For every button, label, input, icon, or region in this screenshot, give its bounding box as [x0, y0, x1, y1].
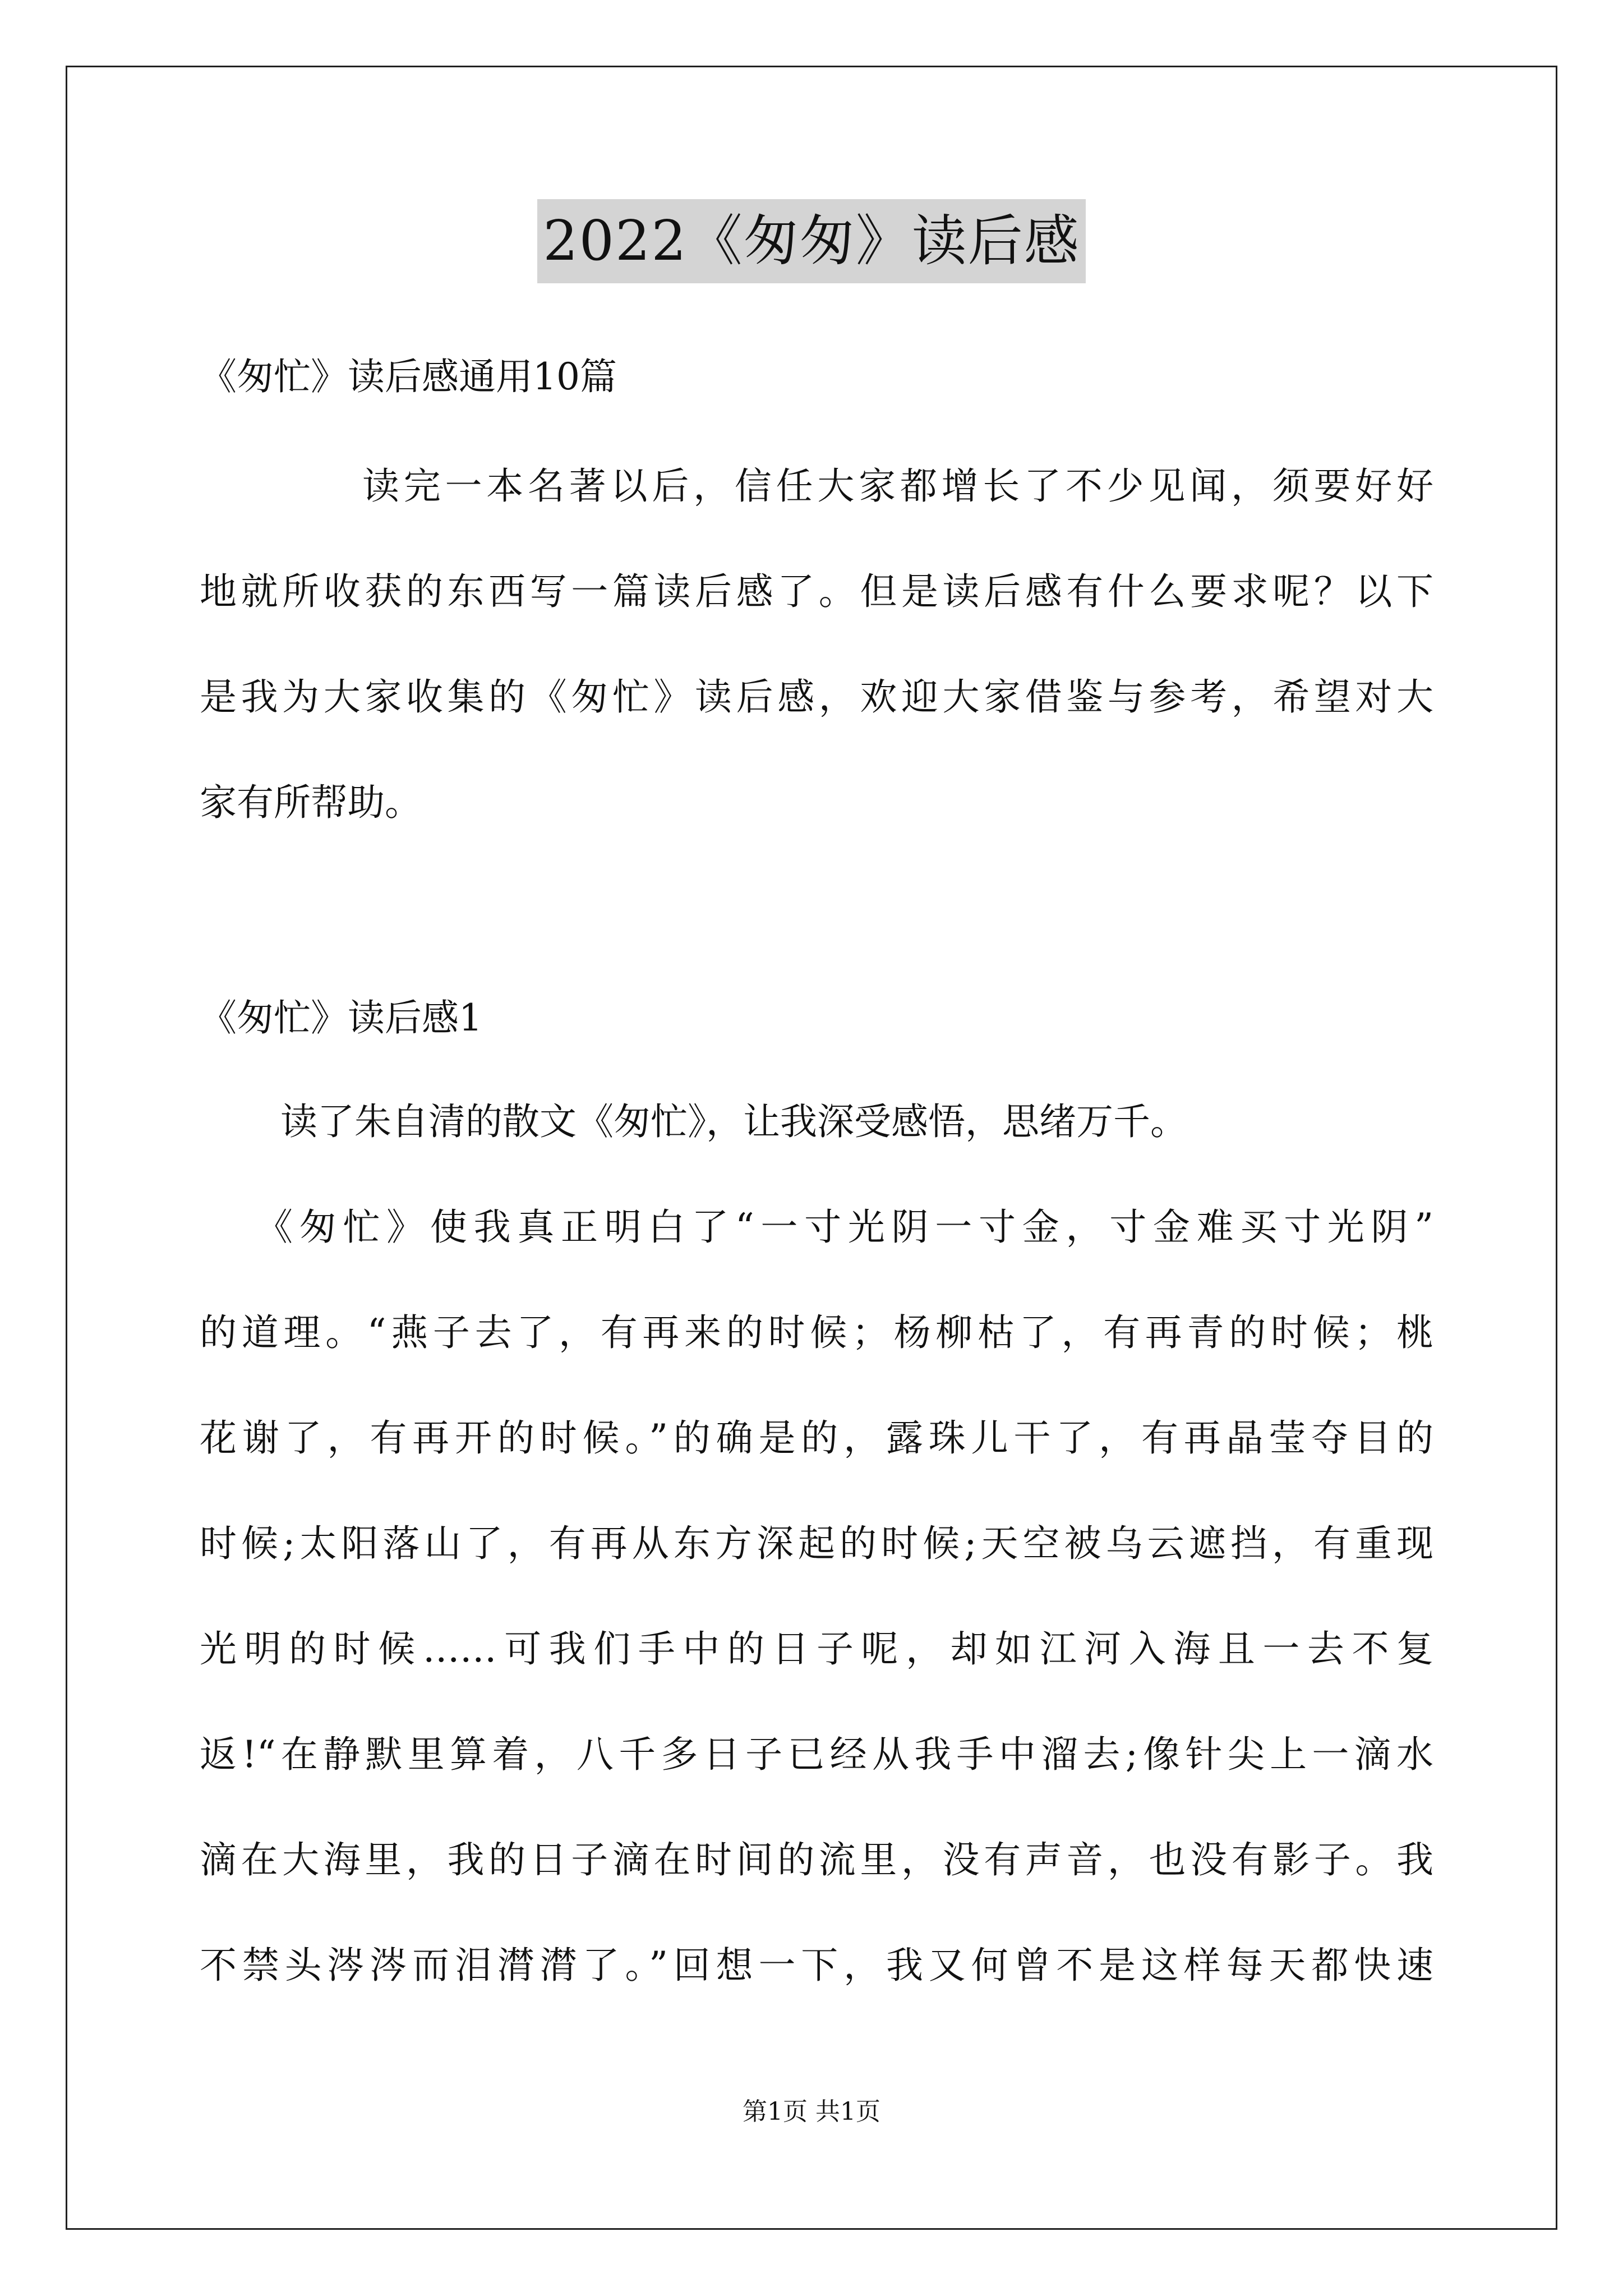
- body-line: 读了朱自清的散文《匆忙》，让我深受感悟，思绪万千。: [280, 1100, 1187, 1143]
- body-line: 滴在大海里，我的日子滴在时间的流里，没有声音，也没有影子。我: [200, 1838, 1433, 1881]
- body-line: 《匆忙》使我真正明白了“一寸光阴一寸金，寸金难买寸光阴”: [256, 1205, 1433, 1249]
- page-number-footer: 第1页 共1页: [743, 2097, 880, 2126]
- body-line: 光明的时候……可我们手中的日子呢，却如江河入海且一去不复: [200, 1627, 1433, 1671]
- intro-line: 是我为大家收集的《匆忙》读后感，欢迎大家借鉴与参考，希望对大: [200, 675, 1433, 719]
- title-container: [0, 199, 1623, 283]
- body-line: 的道理。“燕子去了，有再来的时候；杨柳枯了，有再青的时候；桃: [200, 1311, 1433, 1354]
- intro-line: 地就所收获的东西写一篇读后感了。但是读后感有什么要求呢？以下: [200, 570, 1433, 613]
- section-heading: 《匆忙》读后感1: [200, 996, 482, 1039]
- document-title: 2022《匆匆》读后感: [537, 199, 1085, 283]
- body-line: 不禁头涔涔而泪潸潸了。”回想一下，我又何曾不是这样每天都快速: [200, 1944, 1433, 1987]
- body-line: 花谢了，有再开的时候。”的确是的，露珠儿干了，有再晶莹夺目的: [200, 1416, 1433, 1460]
- body-line: 时候;太阳落山了，有再从东方深起的时候;天空被乌云遮挡，有重现: [200, 1522, 1433, 1565]
- intro-line: 读完一本名著以后，信任大家都增长了不少见闻，须要好好: [362, 464, 1433, 508]
- body-line: 返!“在静默里算着，八千多日子已经从我手中溜去;像针尖上一滴水: [200, 1733, 1433, 1776]
- intro-line: 家有所帮助。: [200, 781, 422, 824]
- document-subtitle: 《匆忙》读后感通用10篇: [200, 355, 617, 398]
